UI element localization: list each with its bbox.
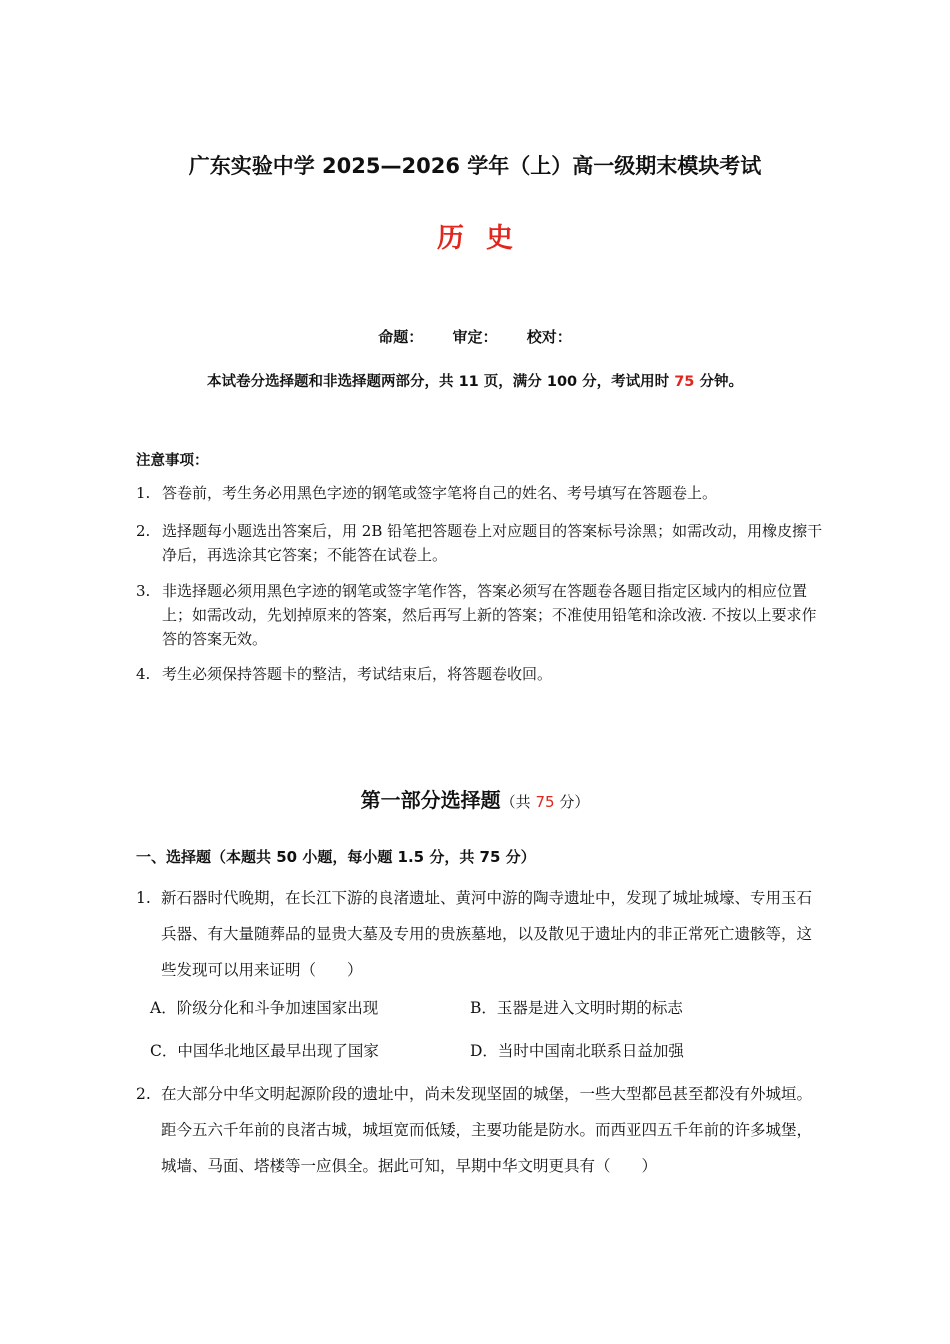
exam-info-tail: 分钟。 bbox=[694, 374, 743, 390]
notice-item-number: 1. bbox=[136, 484, 151, 502]
credits-line bbox=[0, 326, 950, 347]
notice-item-number: 4. bbox=[136, 665, 151, 683]
option-a[interactable]: A．阶级分化和斗争加速国家出现 bbox=[150, 999, 379, 1017]
credit-proofreader: 校对： bbox=[526, 328, 572, 346]
question-2 bbox=[136, 1076, 826, 1184]
question-number: 1. bbox=[136, 889, 151, 907]
part-score-value: 75 bbox=[535, 793, 555, 811]
option-c[interactable]: C．中国华北地区最早出现了国家 bbox=[150, 1042, 379, 1060]
notice-item bbox=[136, 579, 826, 651]
option-d[interactable]: D．当时中国南北联系日益加强 bbox=[470, 1042, 684, 1060]
part-score bbox=[501, 793, 590, 811]
exam-info bbox=[0, 370, 950, 391]
notice-item-text: 非选择题必须用黑色字迹的钢笔或签字笔作答，答案必须写在答题卷各题目指定区域内的相应位置上；如需改动，先划掉原来的答案，然后再写上新的答案；不准使用铅笔和涂改液. 不按以上要求作答的答案无效。 bbox=[162, 582, 817, 648]
exam-info-text: 本试卷分选择题和非选择题两部分，共 11 页，满分 100 分，考试用时 bbox=[207, 374, 675, 390]
part-heading bbox=[0, 784, 950, 813]
notice-heading: 注意事项： bbox=[136, 453, 209, 469]
part-score-open: （共 bbox=[500, 793, 536, 811]
part-heading-text: 第一部分选择题 bbox=[360, 788, 501, 812]
question-stem: 在大部分中华文明起源阶段的遗址中，尚未发现坚固的城堡，一些大型都邑甚至都没有外城垣。距今五六千年前的良渚古城，城垣宽而低矮，主要功能是防水。而西亚四五千年前的许多城堡，城墙、马面、塔楼等一应俱全。据此可知，早期中华文明更具有（ ） bbox=[161, 1085, 813, 1175]
notice-item-text: 考生必须保持答题卡的整洁，考试结束后，将答题卷收回。 bbox=[162, 665, 553, 683]
subject-title: 历史 bbox=[437, 223, 535, 254]
notice-item bbox=[136, 481, 826, 505]
option-b[interactable]: B．玉器是进入文明时期的标志 bbox=[470, 999, 683, 1017]
exam-minutes: 75 bbox=[674, 374, 695, 390]
exam-title: 广东实验中学 2025—2026 学年（上）高一级期末模块考试 bbox=[188, 154, 762, 178]
question-number: 2. bbox=[136, 1085, 151, 1103]
notice-item-number: 2. bbox=[136, 522, 151, 540]
notice-item-text: 选择题每小题选出答案后，用 2B 铅笔把答题卷上对应题目的答案标号涂黑；如需改动，用橡皮擦干净后，再选涂其它答案；不能答在试卷上。 bbox=[162, 522, 823, 564]
notice-item bbox=[136, 519, 826, 567]
section-heading: 一、选择题（本题共 50 小题，每小题 1.5 分，共 75 分） bbox=[136, 848, 536, 866]
credit-reviewer: 审定： bbox=[452, 328, 498, 346]
question-1 bbox=[136, 880, 826, 988]
credit-proposer: 命题： bbox=[378, 328, 424, 346]
question-stem: 新石器时代晚期，在长江下游的良渚遗址、黄河中游的陶寺遗址中，发现了城址城壕、专用玉石兵器、有大量随葬品的显贵大墓及专用的贵族墓地，以及散见于遗址内的非正常死亡遗骸等，这些发现可以用来证明（ ） bbox=[161, 889, 813, 979]
part-score-close: 分） bbox=[554, 793, 590, 811]
notice-item-number: 3. bbox=[136, 582, 151, 600]
notice-item-text: 答卷前，考生务必用黑色字迹的钢笔或签字笔将自己的姓名、考号填写在答题卷上。 bbox=[162, 484, 718, 502]
notice-item bbox=[136, 662, 826, 686]
